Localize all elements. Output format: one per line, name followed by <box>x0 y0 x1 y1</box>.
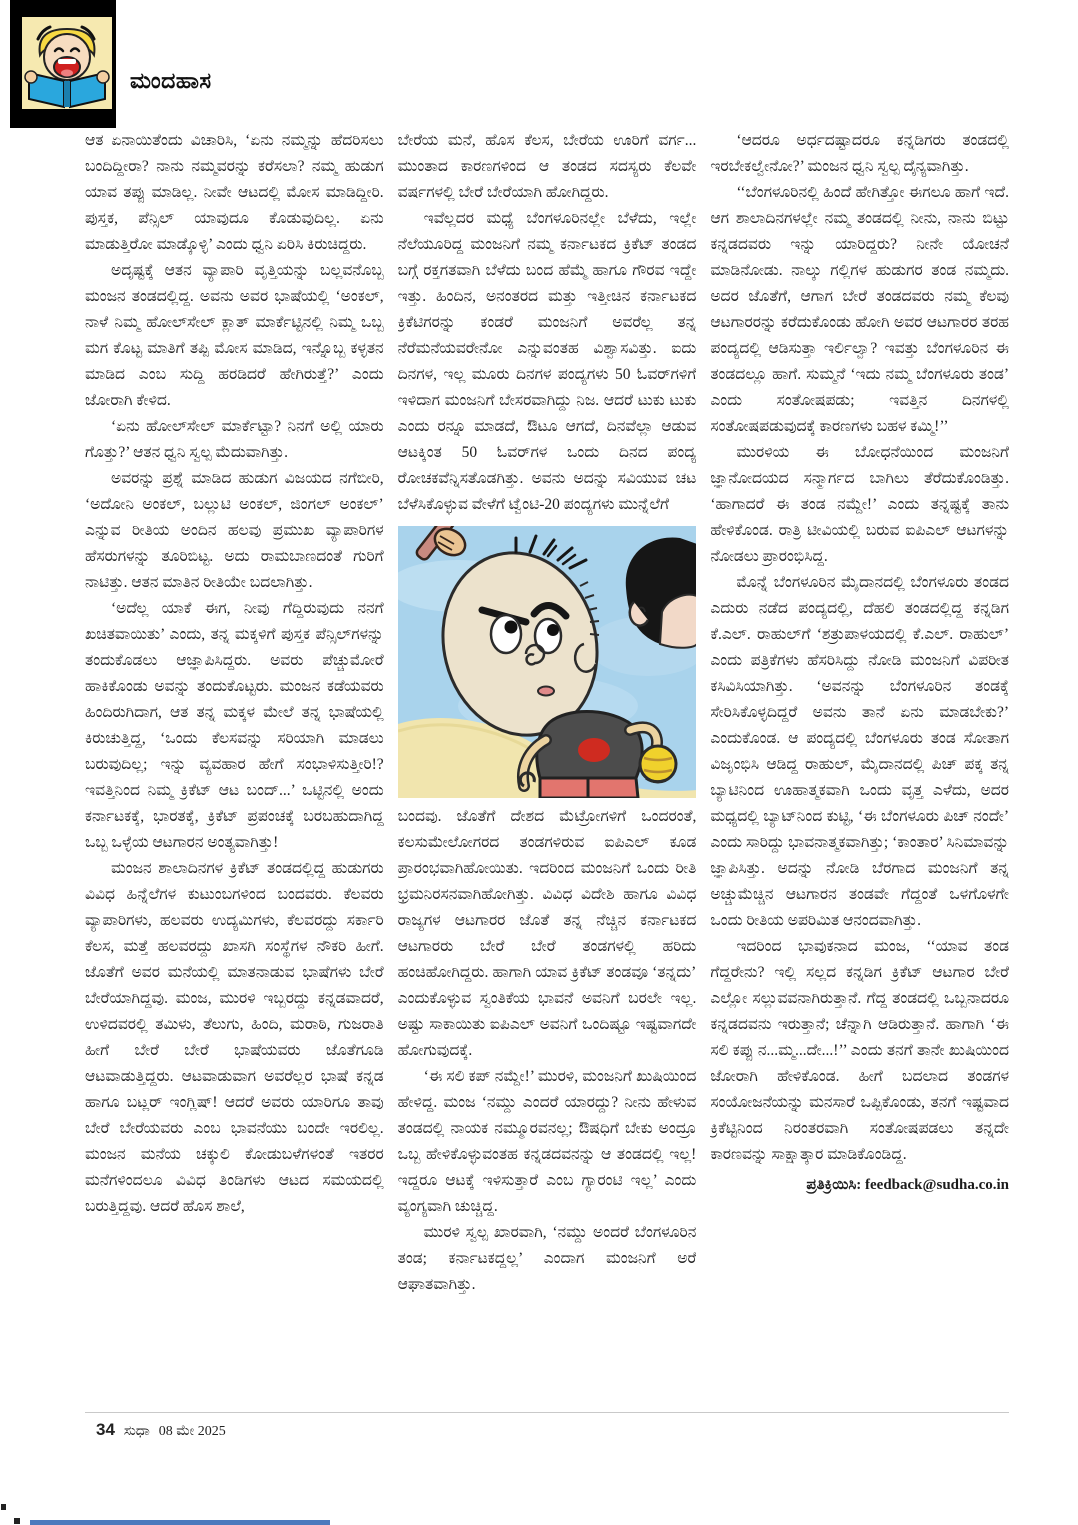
laughing-reader-icon <box>22 17 112 109</box>
paragraph: ಮುರಳಿ ಸ್ವಲ್ಪ ಖಾರವಾಗಿ, ‘ನಮ್ದು ಅಂದರೆ ಬೆಂಗಳೂರಿನ ತಂಡ; ಕರ್ನಾಟಕದ್ದಲ್ಲ’ ಎಂದಾಗ ಮಂಜನಿಗೆ ಅರೆ ಆಘಾತವಾಗಿತ್ತು. <box>397 1224 697 1293</box>
column-3 <box>710 128 1009 1410</box>
paragraph: ‘ಆದರೂ ಅರ್ಧದಷ್ಟಾದರೂ ಕನ್ನಡಿಗರು ತಂಡದಲ್ಲಿ ಇರಬೇಕಲ್ವೇನೋ?’ ಮಂಜನ ಧ್ವನಿ ಸ್ವಲ್ಪ ದೈನ್ಯವಾಗಿತ್ತು. <box>710 132 1009 175</box>
footer-divider <box>85 1412 1009 1413</box>
paragraph: ಬಂದವು. ಜೊತೆಗೆ ದೇಶದ ಮೆಟ್ರೋಗಳಿಗೆ ಒಂದರಂತೆ, ಕಲಸುಮೇಲೋಗರದ ತಂಡಗಳಿರುವ ಐಪಿಎಲ್ ಕೂಡ ಪ್ರಾರಂಭವಾಗಿಹೋಯಿತು. ಇದರಿಂದ ಮಂಜನಿಗೆ ಒಂದು ರೀತಿ ಭ್ರಮನಿರಸನವಾಗಿಹೋಗಿತ್ತು. ವಿವಿಧ ವಿದೇಶಿ ಹಾಗೂ ವಿವಿಧ ರಾಜ್ಯಗಳ ಆಟಗಾರರ ಜೊತೆ ತನ್ನ ನೆಚ್ಚಿನ ಕರ್ನಾಟಕದ ಆಟಗಾರರು ಬೇರೆ ಬೇರೆ ತಂಡಗಳಲ್ಲಿ ಹರಿದು ಹಂಚಿಹೋಗಿದ್ದರು. ಹಾಗಾಗಿ ಯಾವ ಕ್ರಿಕೆಟ್ ತಂಡವೂ ‘ತನ್ನದು’ ಎಂದುಕೊಳ್ಳುವ ಸ್ವಂತಿಕೆಯ ಭಾವನೆ ಅವನಿಗೆ ಬರಲೇ ಇಲ್ಲ. ಅಷ್ಟು ಸಾಕಾಯಿತು ಐಪಿಎಲ್ ಅವನಿಗೆ ಒಂದಿಷ್ಟೂ ಇಷ್ಟವಾಗದೇ ಹೋಗುವುದಕ್ಕೆ. <box>397 808 697 1059</box>
print-mark <box>1 1504 6 1510</box>
column-1-text <box>85 128 384 1220</box>
section-title: ಮಂದಹಾಸ <box>130 68 212 93</box>
feedback-line <box>710 1172 1009 1198</box>
paragraph: ಇದರಿಂದ ಭಾವುಕನಾದ ಮಂಜ, ‘‘ಯಾವ ತಂಡ ಗೆದ್ದರೇನು? ಇಲ್ಲಿ ಸಲ್ಲದ ಕನ್ನಡಿಗ ಕ್ರಿಕೆಟ್ ಆಟಗಾರ ಬೇರೆ ಎಲ್ಲೋ ಸಲ್ಲುವವನಾಗಿರುತ್ತಾನೆ. ಗೆದ್ದ ತಂಡದಲ್ಲಿ ಒಬ್ಬನಾದರೂ ಕನ್ನಡದವನು ಇರುತ್ತಾನೆ; ಚೆನ್ನಾಗಿ ಆಡಿರುತ್ತಾನೆ. ಹಾಗಾಗಿ ‘ಈ ಸಲಿ ಕಪ್ಪು ನ...ಮ್ಮ...ದೇ...!’’ ಎಂದು ತನಗೆ ತಾನೇ ಖುಷಿಯಿಂದ ಜೋರಾಗಿ ಹೇಳಿಕೊಂಡ. ಹೀಗೆ ಬದಲಾದ ತಂಡಗಳ ಸಂಯೋಜನೆಯನ್ನು ಮನಸಾರೆ ಒಪ್ಪಿಕೊಂಡು, ತನಗೆ ಇಷ್ಟವಾದ ಕ್ರಿಕೆಟ್ಟಿನಿಂದ ನಿರಂತರವಾಗಿ ಸಂತೋಷಪಡಲು ತನ್ನದೇ ಕಾರಣವನ್ನು ಸಾಕ್ಷಾತ್ಕಾರ ಮಾಡಿಕೊಂಡಿದ್ದ. <box>710 938 1009 1163</box>
paragraph: ಇವೆಲ್ಲದರ ಮಧ್ಯೆ ಬೆಂಗಳೂರಿನಲ್ಲೇ ಬೆಳೆದು, ಇಲ್ಲೇ ನೆಲೆಯೂರಿದ್ದ ಮಂಜನಿಗೆ ನಮ್ಮ ಕರ್ನಾಟಕದ ಕ್ರಿಕೆಟ್ ತಂಡದ ಬಗ್ಗೆ ರಕ್ತಗತವಾಗಿ ಬೆಳೆದು ಬಂದ ಹೆಮ್ಮೆ ಹಾಗೂ ಗೌರವ ಇದ್ದೇ ಇತ್ತು. ಹಿಂದಿನ, ಅನಂತರದ ಮತ್ತು ಇತ್ತೀಚಿನ ಕರ್ನಾಟಕದ ಕ್ರಿಕೆಟಿಗರನ್ನು ಕಂಡರೆ ಮಂಜನಿಗೆ ಅವರೆಲ್ಲ ತನ್ನ ನೆರೆಮನೆಯವರೇನೋ ಎನ್ನುವಂತಹ ವಿಶ್ವಾಸವಿತ್ತು. ಐದು ದಿನಗಳ, ಇಲ್ಲ ಮೂರು ದಿನಗಳ ಪಂದ್ಯಗಳು 50 ಓವರ್‌ಗಳಿಗೆ ಇಳಿದಾಗ ಮಂಜನಿಗೆ ಬೇಸರವಾಗಿದ್ದು ನಿಜ. ಆದರೆ ಟುಕು ಟುಕು ಎಂದು ರನ್ನೂ ಮಾಡದೆ, ಔಟೂ ಆಗದೆ, ದಿನವೆಲ್ಲಾ ಆಡುವ ಆಟಕ್ಕಿಂತ 50 ಓವರ್‌ಗಳ ಒಂದು ದಿನದ ಪಂದ್ಯ ರೋಚಕವೆನ್ನಿಸತೊಡಗಿತ್ತು. ಅವನು ಅದನ್ನು ಸವಿಯುವ ಚಟ ಬೆಳೆಸಿಕೊಳ್ಳುವ ವೇಳೆಗೆ ಟ್ವೆಂಟಿ-20 ಪಂದ್ಯಗಳು ಮುನ್ನೆಲೆಗೆ <box>397 210 697 513</box>
paragraph: ಅವರನ್ನು ಪ್ರಶ್ನೆ ಮಾಡಿದ ಹುಡುಗ ವಿಜಯದ ನಗೆಬೀರಿ, ‘ಅದೋನಿ ಅಂಕಲ್, ಬಲ್ಲುಟಿ ಅಂಕಲ್, ಜಿಂಗಲ್ ಅಂಕಲ್’ ಎನ್ನುವ ರೀತಿಯ ಅಂದಿನ ಹಲವು ಪ್ರಮುಖ ವ್ಯಾಪಾರಿಗಳ ಹೆಸರುಗಳನ್ನು ತೂರಿಬಿಟ್ಟ. ಅದು ರಾಮಬಾಣದಂತೆ ಗುರಿಗೆ ನಾಟಿತ್ತು. ಆತನ ಮಾತಿನ ರೀತಿಯೇ ಬದಲಾಗಿತ್ತು. <box>85 470 384 591</box>
column-2-text-bottom <box>398 804 697 1298</box>
column-2 <box>398 128 697 1410</box>
page-number: 34 <box>96 1420 115 1439</box>
magazine-section-logo <box>10 0 116 128</box>
paragraph: ‘ಈ ಸಲಿ ಕಪ್ ನಮ್ದೇ!’ ಮುರಳಿ, ಮಂಜನಿಗೆ ಖುಷಿಯಿಂದ ಹೇಳಿದ್ದ. ಮಂಜ ‘ನಮ್ದು ಎಂದರೆ ಯಾರದ್ದು? ನೀನು ಹೇಳುವ ತಂಡದಲ್ಲಿ ನಾಯಕ ನಮ್ಮೂರವನಲ್ಲ; ಔಷಧಿಗೆ ಬೇಕು ಅಂದ್ರೂ ಒಬ್ಬ ಹೇಳಿಕೊಳ್ಳುವಂತಹ ಕನ್ನಡದವನನ್ನು ಆ ತಂಡದಲ್ಲಿ ಇಲ್ಲ! ಇದ್ದರೂ ಆಟಕ್ಕೆ ಇಳಿಸುತ್ತಾರೆ ಎಂಬ ಗ್ಯಾರಂಟಿ ಇಲ್ಲ’ ಎಂದು ವ್ಯಂಗ್ಯವಾಗಿ ಚುಚ್ಚಿದ್ದ. <box>397 1068 697 1215</box>
paragraph: ಅದೃಷ್ಟಕ್ಕೆ ಆತನ ವ್ಯಾಪಾರಿ ವೃತ್ತಿಯನ್ನು ಬಲ್ಲವನೊಬ್ಬ ಮಂಜನ ತಂಡದಲ್ಲಿದ್ದ. ಅವನು ಅವರ ಭಾಷೆಯಲ್ಲಿ ‘ಅಂಕಲ್, ನಾಳೆ ನಿಮ್ಮ ಹೋಲ್‌ಸೇಲ್ ಕ್ಲಾತ್ ಮಾರ್ಕೆಟ್ಟಿನಲ್ಲಿ ನಿಮ್ಮ ಒಬ್ಬ ಮಗ ಕೊಟ್ಟ ಮಾತಿಗೆ ತಪ್ಪಿ ಮೋಸ ಮಾಡಿದ, ಇನ್ನೊಬ್ಬ ಕಳ್ಳತನ ಮಾಡಿದ ಎಂಬ ಸುದ್ದಿ ಹರಡಿದರೆ ಹೇಗಿರುತ್ತೆ?’ ಎಂದು ಜೋರಾಗಿ ಕೇಳಿದ. <box>85 262 384 409</box>
column-3-text <box>710 128 1009 1168</box>
magazine-name: ಸುಧಾ <box>123 1424 150 1439</box>
column-1 <box>85 128 384 1410</box>
paragraph: ‘ಏನು ಹೋಲ್‌ಸೇಲ್ ಮಾರ್ಕೆಟ್ಟಾ? ನಿನಗೆ ಅಲ್ಲಿ ಯಾರು ಗೊತ್ತು?’ ಆತನ ಧ್ವನಿ ಸ್ವಲ್ಪ ಮೆದುವಾಗಿತ್ತು. <box>85 418 384 461</box>
print-mark <box>14 1518 20 1524</box>
paragraph: ಆತ ಏನಾಯಿತೆಂದು ವಿಚಾರಿಸಿ, ‘ಏನು ನಮ್ಮನ್ನು ಹೆದರಿಸಲು ಬಂದಿದ್ದೀರಾ? ನಾನು ನಮ್ಮವರನ್ನು ಕರೆಸಲಾ? ನಮ್ಮ ಹುಡುಗ ಯಾವ ತಪ್ಪು ಮಾಡಿಲ್ಲ. ನೀವೇ ಆಟದಲ್ಲಿ ಮೋಸ ಮಾಡಿದ್ದೀರಿ. ಪುಸ್ತಕ, ಪೆನ್ಸಿಲ್ ಯಾವುದೂ ಕೊಡುವುದಿಲ್ಲ. ಏನು ಮಾಡುತ್ತಿರೋ ಮಾಡ್ಕೊಳ್ಳಿ’ ಎಂದು ಧ್ವನಿ ಏರಿಸಿ ಕಿರುಚಿದ್ದರು. <box>85 132 384 253</box>
paragraph: ಮೊನ್ನೆ ಬೆಂಗಳೂರಿನ ಮೈದಾನದಲ್ಲಿ ಬೆಂಗಳೂರು ತಂಡದ ಎದುರು ನಡೆದ ಪಂದ್ಯದಲ್ಲಿ, ದೆಹಲಿ ತಂಡದಲ್ಲಿದ್ದ ಕನ್ನಡಿಗ ಕೆ.ಎಲ್. ರಾಹುಲ್‌ಗೆ ‘ಶತ್ರುಪಾಳಯದಲ್ಲಿ ಕೆ.ಎಲ್. ರಾಹುಲ್’ ಎಂದು ಪತ್ರಿಕೆಗಳು ಹೆಸರಿಸಿದ್ದು ನೋಡಿ ಮಂಜನಿಗೆ ವಿಪರೀತ ಕಸಿವಿಸಿಯಾಗಿತ್ತು. ‘ಅವನನ್ನು ಬೆಂಗಳೂರಿನ ತಂಡಕ್ಕೆ ಸೇರಿಸಿಕೊಳ್ಳದಿದ್ದರೆ ಅವನು ತಾನೆ ಏನು ಮಾಡಬೇಕು?’ ಎಂದುಕೊಂಡ. ಆ ಪಂದ್ಯದಲ್ಲಿ ಬೆಂಗಳೂರು ತಂಡ ಸೋತಾಗ ವಿಜೃಂಭಿಸಿ ಆಡಿದ್ದ ರಾಹುಲ್, ಮೈದಾನದಲ್ಲಿ ಪಿಚ್ ಪಕ್ಕ ತನ್ನ ಬ್ಯಾಟಿನಿಂದ ಊಹಾತ್ಮಕವಾಗಿ ಒಂದು ವೃತ್ತ ಎಳೆದು, ಅದರ ಮಧ್ಯದಲ್ಲಿ ಬ್ಯಾಟ್‌ನಿಂದ ಕುಟ್ಟಿ, ‘ಈ ಬೆಂಗಳೂರು ಪಿಚ್ ನಂದೇ’ ಎಂದು ಸಾರಿದ್ದು ಭಾವನಾತ್ಮಕವಾಗಿತ್ತು; ‘ಕಾಂತಾರ’ ಸಿನಿಮಾವನ್ನು ಜ್ಞಾಪಿಸಿತ್ತು. ಅದನ್ನು ನೋಡಿ ಬೆರಗಾದ ಮಂಜನಿಗೆ ತನ್ನ ಅಚ್ಚುಮೆಚ್ಚಿನ ಆಟಗಾರನ ತಂಡವೇ ಗೆದ್ದಂತೆ ಒಳಗೊಳಗೇ ಒಂದು ರೀತಿಯ ಅಪರಿಮಿತ ಆನಂದವಾಗಿತ್ತು. <box>710 574 1009 929</box>
paragraph: ಮುರಳಿಯ ಈ ಬೋಧನೆಯಿಂದ ಮಂಜನಿಗೆ ಜ್ಞಾನೋದಯದ ಸನ್ಮಾರ್ಗದ ಬಾಗಿಲು ತೆರೆದುಕೊಂಡಿತ್ತು. ‘ಹಾಗಾದರೆ ಈ ತಂಡ ನಮ್ದೇ!’ ಎಂದು ತನ್ನಷ್ಟಕ್ಕೆ ತಾನು ಹೇಳಿಕೊಂಡ. ರಾತ್ರಿ ಟೀವಿಯಲ್ಲಿ ಬರುವ ಐಪಿಎಲ್ ಆಟಗಳನ್ನು ನೋಡಲು ಪ್ರಾರಂಭಿಸಿದ್ದ. <box>710 444 1009 565</box>
issue-date: 08 ಮೇ 2025 <box>158 1424 226 1439</box>
angry-boy-cartoon <box>398 526 697 798</box>
paragraph: ‘‘ಬೆಂಗಳೂರಿನಲ್ಲಿ ಹಿಂದೆ ಹೇಗಿತ್ತೋ ಈಗಲೂ ಹಾಗೆ ಇದೆ. ಆಗ ಶಾಲಾದಿನಗಳಲ್ಲೇ ನಮ್ಮ ತಂಡದಲ್ಲಿ ನೀನು, ನಾನು ಬಿಟ್ಟು ಕನ್ನಡದವರು ಇನ್ನು ಯಾರಿದ್ದರು? ನೀನೇ ಯೋಚನೆ ಮಾಡಿನೋಡು. ನಾಲ್ಕು ಗಲ್ಲಿಗಳ ಹುಡುಗರ ತಂಡ ನಮ್ಮದು. ಅದರ ಜೊತೆಗೆ, ಆಗಾಗ ಬೇರೆ ತಂಡದವರು ನಮ್ಮ ಕೆಲವು ಆಟಗಾರರನ್ನು ಕರೆದುಕೊಂಡು ಹೋಗಿ ಅವರ ಆಟಗಾರರ ತರಹ ಪಂದ್ಯದಲ್ಲಿ ಆಡಿಸುತ್ತಾ ಇರ್ಲಿಲ್ವಾ? ಇವತ್ತು ಬೆಂಗಳೂರಿನ ಈ ತಂಡದಲ್ಲೂ ಹಾಗೆ. ಸುಮ್ಮನೆ ‘ಇದು ನಮ್ಮ ಬೆಂಗಳೂರು ತಂಡ’ ಎಂದು ಸಂತೋಷಪಡು; ಇವತ್ತಿನ ದಿನಗಳಲ್ಲಿ ಸಂತೋಷಪಡುವುದಕ್ಕೆ ಕಾರಣಗಳು ಬಹಳ ಕಮ್ಮಿ!’’ <box>710 184 1009 435</box>
bottom-blue-bar <box>30 1520 330 1525</box>
paragraph: ‘ಅದೆಲ್ಲ ಯಾಕೆ ಈಗ, ನೀವು ಗೆದ್ದಿರುವುದು ನನಗೆ ಖಚಿತವಾಯಿತು’ ಎಂದು, ತನ್ನ ಮಕ್ಕಳಿಗೆ ಪುಸ್ತಕ ಪೆನ್ಸಿಲ್‌ಗಳನ್ನು ತಂದುಕೊಡಲು ಆಜ್ಞಾಪಿಸಿದ್ದರು. ಅವರು ಪೆಚ್ಚುಮೋರೆ ಹಾಕಿಕೊಂಡು ಅವನ್ನು ತಂದುಕೊಟ್ಟರು. ಮಂಜನ ಕಡೆಯವರು ಹಿಂದಿರುಗಿದಾಗ, ಆತ ತನ್ನ ಮಕ್ಕಳ ಮೇಲೆ ತನ್ನ ಭಾಷೆಯಲ್ಲಿ ಕಿರುಚುತ್ತಿದ್ದ, ‘ಒಂದು ಕೆಲಸವನ್ನು ಸರಿಯಾಗಿ ಮಾಡಲು ಬರುವುದಿಲ್ಲ; ಇನ್ನು ವ್ಯವಹಾರ ಹೇಗೆ ಸಂಭಾಳಿಸುತ್ತೀರಿ!? ಇವತ್ತಿನಿಂದ ನಿಮ್ಮ ಕ್ರಿಕೆಟ್ ಆಟ ಬಂದ್...’ ಒಟ್ಟಿನಲ್ಲಿ ಅಂದು ಕರ್ನಾಟಕಕ್ಕೆ, ಭಾರತಕ್ಕೆ, ಕ್ರಿಕೆಟ್ ಪ್ರಪಂಚಕ್ಕೆ ಬರಬಹುದಾಗಿದ್ದ ಒಬ್ಬ ಒಳ್ಳೆಯ ಆಟಗಾರನ ಅಂತ್ಯವಾಗಿತ್ತು! <box>85 600 384 851</box>
column-2-text-top <box>398 128 697 518</box>
cartoon-illustration <box>398 526 697 798</box>
feedback-email: feedback@sudha.co.in <box>865 1177 1009 1193</box>
article-body <box>85 128 1009 1410</box>
paragraph: ಮಂಜನ ಶಾಲಾದಿನಗಳ ಕ್ರಿಕೆಟ್ ತಂಡದಲ್ಲಿದ್ದ ಹುಡುಗರು ವಿವಿಧ ಹಿನ್ನೆಲೆಗಳ ಕುಟುಂಬಗಳಿಂದ ಬಂದವರು. ಕೆಲವರು ವ್ಯಾಪಾರಿಗಳು, ಹಲವರು ಉದ್ಯಮಿಗಳು, ಕೆಲವರದ್ದು ಸರ್ಕಾರಿ ಕೆಲಸ, ಮತ್ತೆ ಹಲವರದ್ದು ಖಾಸಗಿ ಸಂಸ್ಥೆಗಳ ನೌಕರಿ ಹೀಗೆ. ಜೊತೆಗೆ ಅವರ ಮನೆಯಲ್ಲಿ ಮಾತನಾಡುವ ಭಾಷೆಗಳು ಬೇರೆ ಬೇರೆಯಾಗಿದ್ದವು. ಮಂಜ, ಮುರಳಿ ಇಬ್ಬರದ್ದು ಕನ್ನಡವಾದರೆ, ಉಳಿದವರಲ್ಲಿ ತಮಿಳು, ತೆಲುಗು, ಹಿಂದಿ, ಮರಾಠಿ, ಗುಜರಾತಿ ಹೀಗೆ ಬೇರೆ ಬೇರೆ ಭಾಷೆಯವರು ಜೊತೆಗೂಡಿ ಆಟವಾಡುತ್ತಿದ್ದರು. ಆಟವಾಡುವಾಗ ಅವರೆಲ್ಲರ ಭಾಷೆ ಕನ್ನಡ ಹಾಗೂ ಬಟ್ಲರ್ ಇಂಗ್ಲಿಷ್! ಆದರೆ ಅವರು ಯಾರಿಗೂ ತಾವು ಬೇರೆ ಬೇರೆಯವರು ಎಂಬ ಭಾವನೆಯು ಬಂದೇ ಇರಲಿಲ್ಲ. ಮಂಜನ ಮನೆಯ ಚಕ್ಕುಲಿ ಕೋಡುಬಳೆಗಳಂತೆ ಇತರರ ಮನೆಗಳಿಂದಲೂ ವಿವಿಧ ತಿಂಡಿಗಳು ಆಟದ ಸಮಯದಲ್ಲಿ ಬರುತ್ತಿದ್ದವು. ಆದರೆ ಹೊಸ ಶಾಲೆ, <box>85 860 384 1215</box>
feedback-label: ಪ್ರತಿಕ್ರಿಯಿಸಿ: <box>806 1177 862 1193</box>
page-footer <box>96 1420 226 1440</box>
paragraph: ಬೇರೆಯ ಮನೆ, ಹೊಸ ಕೆಲಸ, ಬೇರೆಯ ಊರಿಗೆ ವರ್ಗ... ಮುಂತಾದ ಕಾರಣಗಳಿಂದ ಆ ತಂಡದ ಸದಸ್ಯರು ಕೆಲವೇ ವರ್ಷಗಳಲ್ಲಿ ಬೇರೆ ಬೇರೆಯಾಗಿ ಹೋಗಿದ್ದರು. <box>397 132 697 201</box>
